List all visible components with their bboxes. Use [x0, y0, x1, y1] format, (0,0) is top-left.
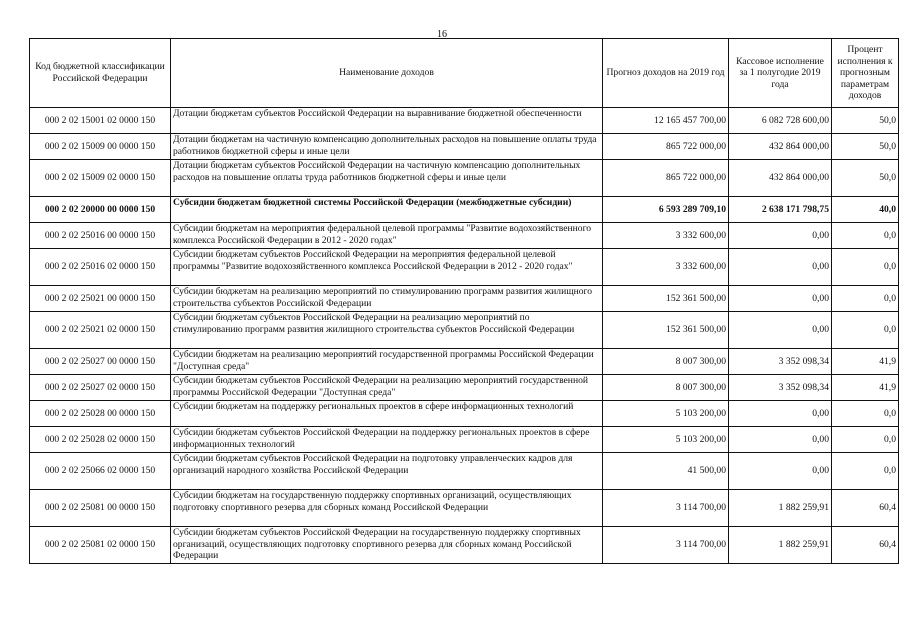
row-name-cell: Дотации бюджетам субъектов Российской Федерации на выравнивание бюджетной обеспеченности: [171, 108, 603, 134]
row-name-cell: Субсидии бюджетам на мероприятия федеральной целевой программы "Развитие водохозяйственного комплекса Российской Федерации в 2012 - 2020 годах": [171, 223, 603, 249]
row-percent-cell: 0,0: [832, 249, 899, 286]
table-row: [30, 427, 899, 453]
row-name-cell: Субсидии бюджетам на поддержку региональных проектов в сфере информационных технологий: [171, 401, 603, 427]
row-code-cell: 000 2 02 25028 02 0000 150: [30, 427, 171, 453]
row-percent-cell: 40,0: [832, 197, 899, 223]
table-row: [30, 401, 899, 427]
row-code-cell: 000 2 02 25016 00 0000 150: [30, 223, 171, 249]
table-row: [30, 160, 899, 197]
row-cash-cell: 0,00: [729, 223, 832, 249]
row-forecast-cell: 152 361 500,00: [603, 312, 729, 349]
row-cash-cell: 432 864 000,00: [729, 134, 832, 160]
row-name-cell: Дотации бюджетам на частичную компенсацию дополнительных расходов на повышение оплаты труда работников бюджетной сферы и иные цели: [171, 134, 603, 160]
row-name-cell: Субсидии бюджетам субъектов Российской Федерации на мероприятия федеральной целевой программы "Развитие водохозяйственного комплекса Российской Федерации в 2012 - 2020 годах": [171, 249, 603, 286]
row-cash-cell: 2 638 171 798,75: [729, 197, 832, 223]
row-cash-cell: 0,00: [729, 312, 832, 349]
header-name: Наименование доходов: [171, 39, 603, 108]
row-code-cell: 000 2 02 25028 00 0000 150: [30, 401, 171, 427]
row-code-cell: 000 2 02 25021 02 0000 150: [30, 312, 171, 349]
row-forecast-cell: 3 332 600,00: [603, 223, 729, 249]
header-cash: Кассовое исполнение за 1 полугодие 2019 года: [729, 39, 832, 108]
row-cash-cell: 0,00: [729, 401, 832, 427]
row-code-cell: 000 2 02 25066 02 0000 150: [30, 453, 171, 490]
row-forecast-cell: 6 593 289 709,10: [603, 197, 729, 223]
revenue-table: [29, 38, 899, 564]
row-percent-cell: 0,0: [832, 453, 899, 490]
row-name-cell: Дотации бюджетам субъектов Российской Федерации на частичную компенсацию дополнительных расходов на повышение оплаты труда работников бюджетной сферы и иные цели: [171, 160, 603, 197]
row-percent-cell: 41,9: [832, 375, 899, 401]
row-percent-cell: 50,0: [832, 134, 899, 160]
row-percent-cell: 0,0: [832, 401, 899, 427]
row-percent-cell: 50,0: [832, 108, 899, 134]
header-percent: Процент исполнения к прогнозным параметрам доходов: [832, 39, 899, 108]
table-row: [30, 453, 899, 490]
row-name-cell: Субсидии бюджетам бюджетной системы Российской Федерации (межбюджетные субсидии): [171, 197, 603, 223]
row-code-cell: 000 2 02 15009 00 0000 150: [30, 134, 171, 160]
row-cash-cell: 0,00: [729, 249, 832, 286]
row-code-cell: 000 2 02 25081 02 0000 150: [30, 527, 171, 564]
row-forecast-cell: 5 103 200,00: [603, 401, 729, 427]
row-forecast-cell: 3 332 600,00: [603, 249, 729, 286]
row-cash-cell: 0,00: [729, 453, 832, 490]
row-cash-cell: 6 082 728 600,00: [729, 108, 832, 134]
row-name-cell: Субсидии бюджетам на реализацию мероприятий государственной программы Российской Федерации "Доступная среда": [171, 349, 603, 375]
row-name-cell: Субсидии бюджетам на государственную поддержку спортивных организаций, осуществляющих подготовку спортивного резерва для сборных команд Российской Федерации: [171, 490, 603, 527]
table-row: [30, 375, 899, 401]
row-code-cell: 000 2 02 25081 00 0000 150: [30, 490, 171, 527]
table-row: [30, 108, 899, 134]
row-forecast-cell: 12 165 457 700,00: [603, 108, 729, 134]
row-code-cell: 000 2 02 25016 02 0000 150: [30, 249, 171, 286]
row-code-cell: 000 2 02 15001 02 0000 150: [30, 108, 171, 134]
row-name-cell: Субсидии бюджетам субъектов Российской Федерации на реализацию мероприятий государственной программы Российской Федерации "Доступная среда": [171, 375, 603, 401]
row-forecast-cell: 865 722 000,00: [603, 160, 729, 197]
row-code-cell: 000 2 02 15009 02 0000 150: [30, 160, 171, 197]
row-forecast-cell: 3 114 700,00: [603, 527, 729, 564]
page-number: 16: [437, 29, 447, 40]
row-forecast-cell: 152 361 500,00: [603, 286, 729, 312]
row-forecast-cell: 41 500,00: [603, 453, 729, 490]
row-name-cell: Субсидии бюджетам субъектов Российской Федерации на поддержку региональных проектов в сфере информационных технологий: [171, 427, 603, 453]
table-row: [30, 490, 899, 527]
row-code-cell: 000 2 02 25027 00 0000 150: [30, 349, 171, 375]
table-row: [30, 527, 899, 564]
row-forecast-cell: 8 007 300,00: [603, 375, 729, 401]
row-cash-cell: 1 882 259,91: [729, 490, 832, 527]
header-code: Код бюджетной классификации Российской Федерации: [30, 39, 171, 108]
table-row: [30, 134, 899, 160]
row-percent-cell: 0,0: [832, 427, 899, 453]
row-percent-cell: 60,4: [832, 527, 899, 564]
row-percent-cell: 0,0: [832, 312, 899, 349]
row-name-cell: Субсидии бюджетам субъектов Российской Федерации на реализацию мероприятий по стимулированию программ развития жилищного строительства субъектов Российской Федерации: [171, 312, 603, 349]
row-code-cell: 000 2 02 20000 00 0000 150: [30, 197, 171, 223]
table-header-row: [30, 39, 899, 108]
row-name-cell: Субсидии бюджетам субъектов Российской Федерации на государственную поддержку спортивных организаций, осуществляющих подготовку спортивного резерва для сборных команд Российской Федерации: [171, 527, 603, 564]
table-row: [30, 312, 899, 349]
header-forecast: Прогноз доходов на 2019 год: [603, 39, 729, 108]
table-row: [30, 197, 899, 223]
row-cash-cell: 3 352 098,34: [729, 349, 832, 375]
row-percent-cell: 0,0: [832, 223, 899, 249]
row-percent-cell: 41,9: [832, 349, 899, 375]
table-row: [30, 249, 899, 286]
row-cash-cell: 3 352 098,34: [729, 375, 832, 401]
row-name-cell: Субсидии бюджетам субъектов Российской Федерации на подготовку управленческих кадров для организаций народного хозяйства Российской Федерации: [171, 453, 603, 490]
row-forecast-cell: 3 114 700,00: [603, 490, 729, 527]
row-forecast-cell: 865 722 000,00: [603, 134, 729, 160]
row-cash-cell: 1 882 259,91: [729, 527, 832, 564]
row-forecast-cell: 5 103 200,00: [603, 427, 729, 453]
row-cash-cell: 432 864 000,00: [729, 160, 832, 197]
table-row: [30, 223, 899, 249]
row-code-cell: 000 2 02 25027 02 0000 150: [30, 375, 171, 401]
row-percent-cell: 0,0: [832, 286, 899, 312]
table-body: [30, 108, 899, 564]
row-name-cell: Субсидии бюджетам на реализацию мероприятий по стимулированию программ развития жилищного строительства субъектов Российской Федерации: [171, 286, 603, 312]
row-cash-cell: 0,00: [729, 427, 832, 453]
row-cash-cell: 0,00: [729, 286, 832, 312]
row-code-cell: 000 2 02 25021 00 0000 150: [30, 286, 171, 312]
row-percent-cell: 50,0: [832, 160, 899, 197]
table-row: [30, 286, 899, 312]
table-row: [30, 349, 899, 375]
row-percent-cell: 60,4: [832, 490, 899, 527]
row-forecast-cell: 8 007 300,00: [603, 349, 729, 375]
